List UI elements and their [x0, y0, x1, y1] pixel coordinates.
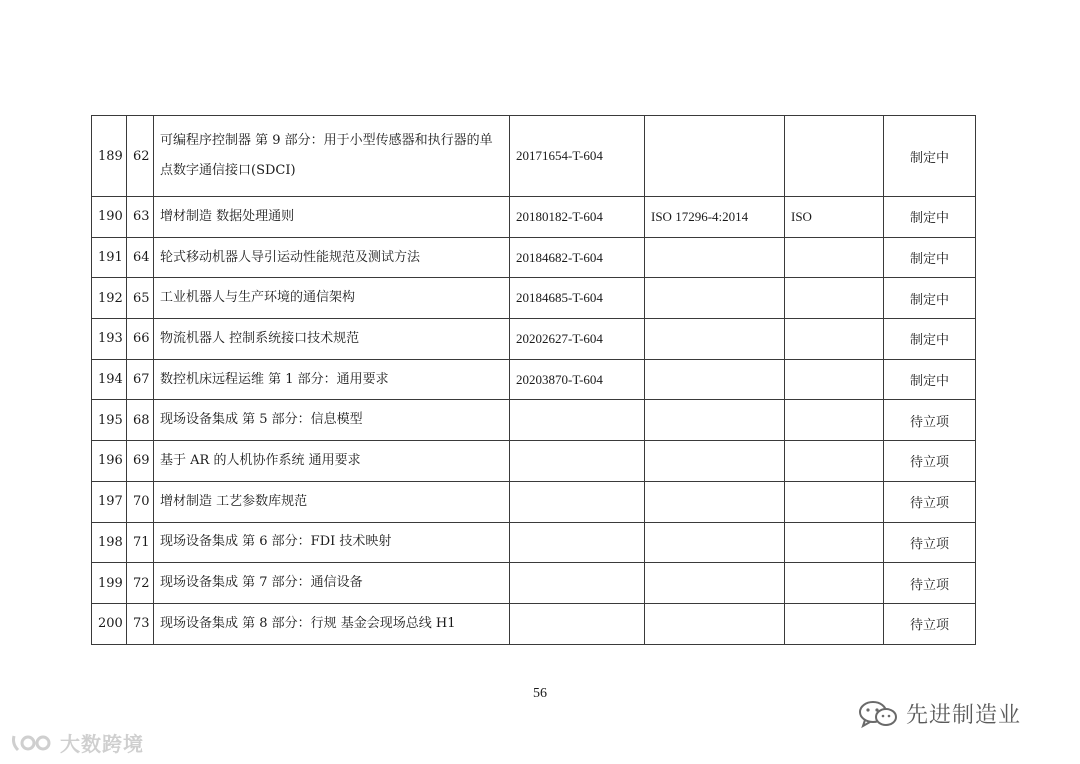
cell-item-number: 62: [127, 116, 154, 197]
cell-serial-number: 191: [92, 237, 127, 278]
cell-standard-organization: [785, 116, 884, 197]
table-row: [92, 563, 976, 604]
cell-plan-number: [510, 603, 645, 644]
table-row: [92, 441, 976, 482]
table-row: [92, 197, 976, 238]
cell-serial-number: 195: [92, 400, 127, 441]
cell-status: 待立项: [884, 563, 976, 604]
cell-plan-number: 20184685-T-604: [510, 278, 645, 319]
cell-international-standard: ISO 17296-4:2014: [645, 197, 785, 238]
cell-standard-organization: [785, 319, 884, 360]
cell-international-standard: [645, 603, 785, 644]
cell-serial-number: 200: [92, 603, 127, 644]
cell-item-number: 63: [127, 197, 154, 238]
cell-serial-number: 192: [92, 278, 127, 319]
watermark-right: [858, 698, 1021, 729]
cell-status: 制定中: [884, 278, 976, 319]
cell-plan-number: [510, 481, 645, 522]
logo-icon: [10, 732, 54, 754]
table-row: [92, 522, 976, 563]
cell-item-number: 67: [127, 359, 154, 400]
cell-plan-number: [510, 400, 645, 441]
cell-plan-number: 20180182-T-604: [510, 197, 645, 238]
watermark-left-text: 大数跨境: [60, 732, 144, 756]
cell-item-number: 73: [127, 603, 154, 644]
cell-international-standard: [645, 319, 785, 360]
table-row: [92, 481, 976, 522]
cell-serial-number: 190: [92, 197, 127, 238]
cell-standard-organization: [785, 359, 884, 400]
cell-status: 待立项: [884, 481, 976, 522]
cell-status: 制定中: [884, 237, 976, 278]
table-row: [92, 116, 976, 197]
cell-plan-number: 20202627-T-604: [510, 319, 645, 360]
cell-standard-organization: ISO: [785, 197, 884, 238]
cell-status: 制定中: [884, 197, 976, 238]
cell-standard-name: 工业机器人与生产环境的通信架构: [154, 278, 510, 319]
cell-item-number: 70: [127, 481, 154, 522]
cell-item-number: 72: [127, 563, 154, 604]
cell-serial-number: 199: [92, 563, 127, 604]
cell-international-standard: [645, 481, 785, 522]
cell-plan-number: 20171654-T-604: [510, 116, 645, 197]
wechat-icon: [858, 699, 898, 729]
cell-standard-organization: [785, 237, 884, 278]
page-number: 56: [533, 686, 547, 701]
cell-international-standard: [645, 441, 785, 482]
cell-standard-name: 增材制造 数据处理通则: [154, 197, 510, 238]
cell-standard-organization: [785, 278, 884, 319]
cell-international-standard: [645, 359, 785, 400]
cell-standard-name: 现场设备集成 第 5 部分：信息模型: [154, 400, 510, 441]
cell-standard-name: 现场设备集成 第 8 部分：行规 基金会现场总线 H1: [154, 603, 510, 644]
cell-status: 制定中: [884, 359, 976, 400]
watermark-left: [10, 728, 144, 757]
cell-standard-name: 增材制造 工艺参数库规范: [154, 481, 510, 522]
cell-plan-number: [510, 563, 645, 604]
table-row: [92, 359, 976, 400]
cell-standard-name: 现场设备集成 第 7 部分：通信设备: [154, 563, 510, 604]
table-row: [92, 319, 976, 360]
standards-table: [91, 115, 976, 645]
cell-standard-organization: [785, 400, 884, 441]
cell-international-standard: [645, 563, 785, 604]
cell-standard-organization: [785, 441, 884, 482]
table-row: [92, 400, 976, 441]
cell-serial-number: 196: [92, 441, 127, 482]
cell-item-number: 71: [127, 522, 154, 563]
cell-status: 待立项: [884, 441, 976, 482]
table-row: [92, 278, 976, 319]
cell-status: 待立项: [884, 522, 976, 563]
cell-international-standard: [645, 278, 785, 319]
table-body: [92, 116, 976, 645]
cell-standard-organization: [785, 563, 884, 604]
cell-standard-name: 物流机器人 控制系统接口技术规范: [154, 319, 510, 360]
cell-standard-name: 数控机床远程运维 第 1 部分：通用要求: [154, 359, 510, 400]
cell-standard-organization: [785, 603, 884, 644]
cell-item-number: 68: [127, 400, 154, 441]
cell-standard-name: 基于 AR 的人机协作系统 通用要求: [154, 441, 510, 482]
cell-status: 待立项: [884, 603, 976, 644]
cell-item-number: 65: [127, 278, 154, 319]
cell-international-standard: [645, 116, 785, 197]
cell-international-standard: [645, 522, 785, 563]
table-row: [92, 237, 976, 278]
cell-serial-number: 197: [92, 481, 127, 522]
cell-item-number: 66: [127, 319, 154, 360]
table-row: [92, 603, 976, 644]
cell-serial-number: 194: [92, 359, 127, 400]
cell-status: 待立项: [884, 400, 976, 441]
cell-serial-number: 198: [92, 522, 127, 563]
cell-plan-number: 20203870-T-604: [510, 359, 645, 400]
cell-standard-name: 轮式移动机器人导引运动性能规范及测试方法: [154, 237, 510, 278]
cell-standard-name: 可编程序控制器 第 9 部分：用于小型传感器和执行器的单点数字通信接口(SDCI): [154, 116, 510, 197]
cell-item-number: 69: [127, 441, 154, 482]
cell-international-standard: [645, 237, 785, 278]
cell-plan-number: 20184682-T-604: [510, 237, 645, 278]
cell-serial-number: 193: [92, 319, 127, 360]
cell-standard-organization: [785, 481, 884, 522]
cell-item-number: 64: [127, 237, 154, 278]
cell-serial-number: 189: [92, 116, 127, 197]
cell-status: 制定中: [884, 319, 976, 360]
cell-standard-organization: [785, 522, 884, 563]
cell-standard-name: 现场设备集成 第 6 部分：FDI 技术映射: [154, 522, 510, 563]
cell-plan-number: [510, 522, 645, 563]
cell-international-standard: [645, 400, 785, 441]
watermark-right-text: 先进制造业: [906, 703, 1022, 728]
cell-status: 制定中: [884, 116, 976, 197]
cell-plan-number: [510, 441, 645, 482]
